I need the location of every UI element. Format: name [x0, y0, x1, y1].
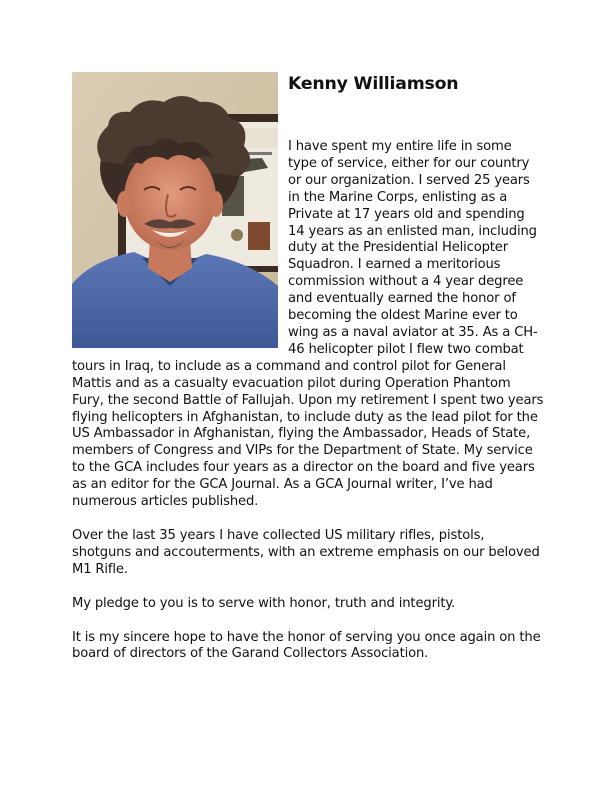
bio-paragraph-2: Over the last 35 years I have collected US military rifles, pistols, shotguns and accouterments, with an extreme emphasis on our beloved M1 Rifle.	[72, 527, 540, 577]
candidate-name: Kenny Williamson	[288, 74, 459, 94]
document-page	[72, 72, 544, 680]
portrait-photo	[72, 72, 278, 348]
bio-paragraph-1: I have spent my entire life in some type of service, either for our country or our organization. I served 25 years in the Marine Corps, enlisting as a Private at 17 years old and spending 14 years as an enlisted man, including duty at the Presidential Helicopter Squadron. I earned a meritorious commission without a 4 year degree and eventually earned the honor of becoming the oldest Marine ever to wing as a naval aviator at 35. As a CH-46 helicopter pilot I flew two combat tours in Iraq, to include as a command and control pilot for General Mattis and as a casualty evacuation pilot during Operation Phantom Fury, the second Battle of Fallujah. Upon my retirement I spent two years flying helicopters in Afghanistan, to include duty as the lead pilot for the US Ambassador in Afghanistan, flying the Ambassador, Heads of State, members of Congress and VIPs for the Department of State. My service to the GCA includes four years as a director on the board and five years as an editor for the GCA Journal. As a GCA Journal writer, I’ve had numerous articles published.	[72, 139, 544, 510]
portrait-illustration	[72, 72, 278, 348]
bio-paragraph-3: My pledge to you is to serve with honor, truth and integrity.	[72, 595, 456, 611]
bio-paragraph-4: It is my sincere hope to have the honor of serving you once again on the board of directors of the Garand Collectors Association.	[72, 629, 541, 662]
